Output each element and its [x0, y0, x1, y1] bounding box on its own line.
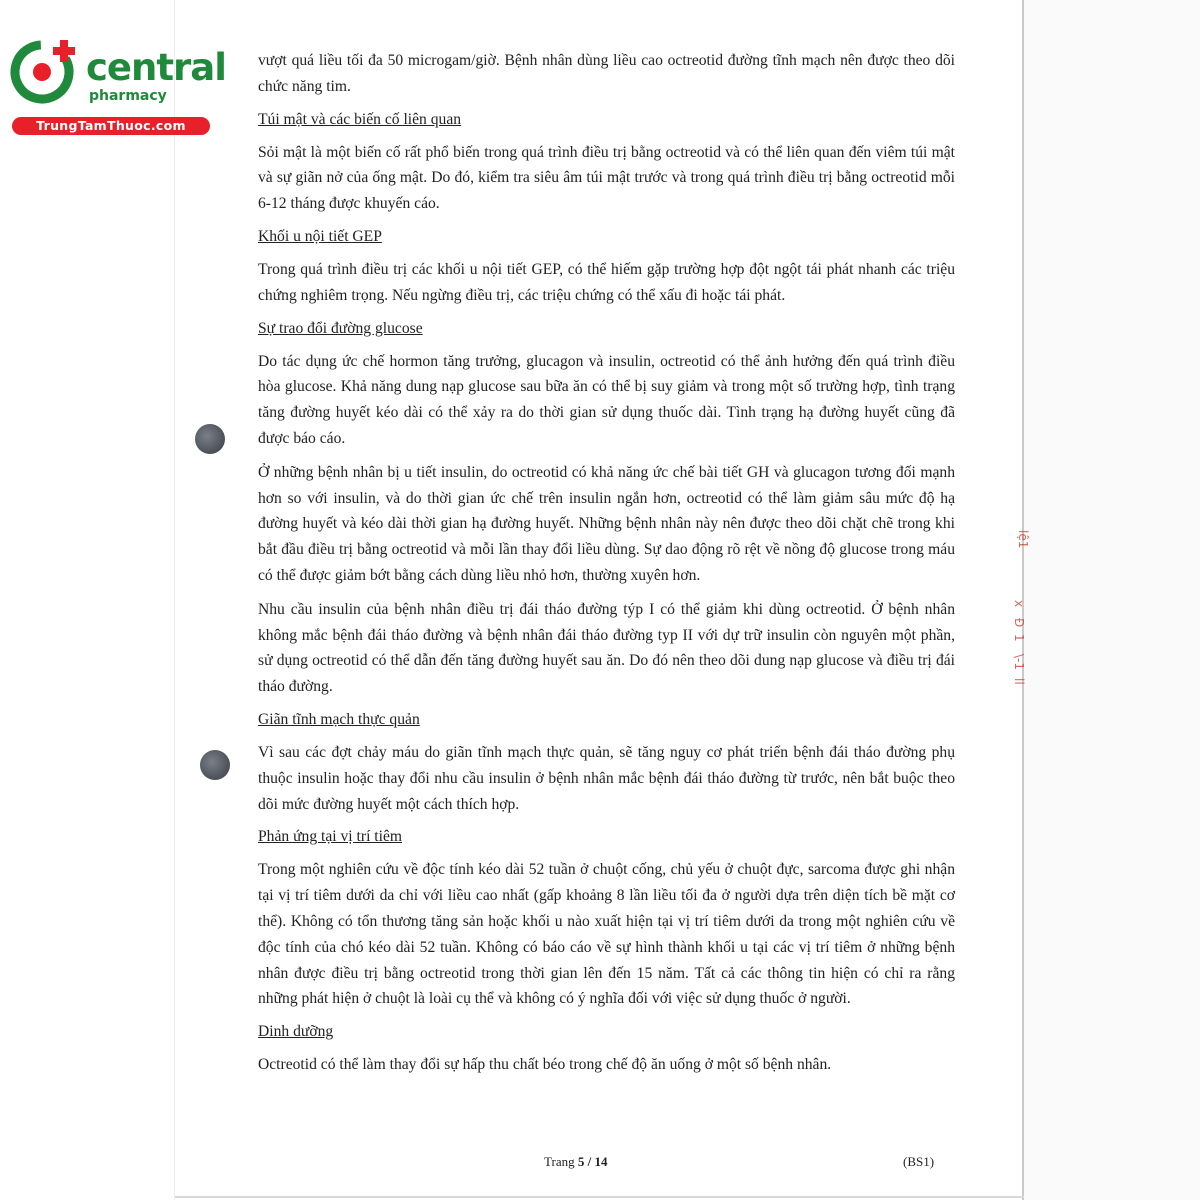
heading-gallbladder: Túi mật và các biến cố liên quan	[258, 110, 462, 128]
logo-website-badge: TrungTamThuoc.com	[12, 117, 210, 135]
stamp-text: ll	[1012, 678, 1026, 685]
page-count: 5 / 14	[577, 1154, 608, 1169]
logo-brand: central	[86, 46, 226, 89]
page-bottom-edge	[175, 1196, 1024, 1198]
stamp-mark	[1006, 530, 1042, 690]
paragraph-nutrition: Octreotid có thể làm thay đổi sự hấp thu chất béo trong chế độ ăn uống ở một số bệnh nhân.	[258, 1056, 832, 1074]
paragraph-gallbladder: Sỏi mật là một biến cố rất phổ biến trong quá trình điều trị bằng octreotid và có thể liên quan đến viêm túi mật và sự giãn nở của ống mật. Do đó, kiểm tra siêu âm túi mật trước và trong quá trình điều trị bằng octreotid mỗi 6-12 tháng được khuyến cáo.	[258, 143, 955, 213]
stamp-text: x	[1012, 600, 1026, 608]
paragraph-injection-site: Trong một nghiên cứu về độc tính kéo dài 52 tuần ở chuột cống, chủ yếu ở chuột đực, sarcoma được ghi nhận tại vị trí tiêm dưới da chỉ với liều cao nhất (gấp khoảng 8 lần liều tối đa ở người dựa trên diện tích bề mặt cơ thể). Không có tổn thương tăng sản hoặc khối u nào xuất hiện tại vị trí tiêm dưới da trong một nghiên cứu về độc tính của chó kéo dài 52 tuần. Không có báo cáo về sự hình thành khối u tại các vị trí tiêm ở những bệnh nhân được điều trị bằng octreotid trong thời gian lên đến 15 năm. Tất cả các thông tin hiện có chỉ ra rằng những phát hiện ở chuột là loài cụ thể và không có ý nghĩa đối với việc sử dụng thuốc ở người.	[258, 861, 955, 1008]
page-number	[544, 1154, 607, 1170]
paragraph-intro: vượt quá liều tối đa 50 microgam/giờ. Bệnh nhân dùng liều cao octreotid đường tĩnh mạch nên được theo dõi chức năng tim.	[258, 52, 955, 95]
paragraph-glucose-3: Nhu cầu insulin của bệnh nhân điều trị đái tháo đường týp I có thể giảm khi dùng octreotid. Ở bệnh nhân không mắc bệnh đái tháo đường và bệnh nhân đái tháo đường typ II với dự trữ insulin còn nguyên một phần, sử dụng octreotid có thể dẫn đến tăng đường huyết sau ăn. Do đó nên theo dõi dung nạp glucose và điều trị đái tháo đường.	[258, 600, 955, 696]
punch-hole-icon	[195, 424, 225, 454]
paragraph-gep-tumors: Trong quá trình điều trị các khối u nội tiết GEP, có thể hiếm gặp trường hợp đột ngột tái phát nhanh các triệu chứng nghiêm trọng. Nếu ngừng điều trị, các triệu chứng có thể xấu đi hoặc tái phát.	[258, 260, 955, 304]
paragraph-glucose-1: Do tác dụng ức chế hormon tăng trưởng, glucagon và insulin, octreotid có thể ảnh hưởng đến quá trình điều hòa glucose. Khả năng dung nạp glucose sau bữa ăn có thể bị suy giảm và trong một số trường hợp, tình trạng tăng đường huyết kéo dài có thể xảy ra do thời gian sử dụng thuốc dài. Tình trạng hạ đường huyết cũng đã được báo cáo.	[258, 352, 955, 447]
page-label: Trang	[544, 1154, 578, 1169]
paragraph-glucose-2: Ở những bệnh nhân bị u tiết insulin, do octreotid có khả năng ức chế bài tiết GH và glucagon tương đối mạnh hơn so với insulin, và do thời gian ức chế trên insulin ngắn hơn, octreotid có thể làm giảm sâu mức độ hạ đường huyết và kéo dài thời gian hạ đường huyết. Những bệnh nhân này nên được theo dõi chặt chẽ trong khi bắt đầu điều trị bằng octreotid và mỗi lần thay đổi liều dùng. Sự dao động rõ rệt về nồng độ glucose trong máu có thể được giảm bớt bằng cách dùng liều nhỏ hơn, thường xuyên hơn.	[258, 463, 955, 584]
heading-gep-tumors: Khối u nội tiết GEP	[258, 227, 382, 245]
paragraph-varices: Vì sau các đợt chảy máu do giãn tĩnh mạch thực quản, sẽ tăng nguy cơ phát triển bệnh đái tháo đường phụ thuộc insulin hoặc thay đổi nhu cầu insulin ở bệnh nhân mắc bệnh đái tháo đường từ trước, nên bắt buộc theo dõi mức đường huyết một cách thích hợp.	[258, 743, 955, 813]
heading-nutrition: Dinh dưỡng	[258, 1023, 334, 1041]
stamp-text: Đ	[1012, 618, 1026, 628]
heading-varices: Giãn tĩnh mạch thực quản	[258, 710, 420, 728]
document-code: (BS1)	[903, 1154, 935, 1169]
heading-injection-site: Phản ứng tại vị trí tiêm	[258, 828, 403, 846]
logo-subtitle: pharmacy	[89, 88, 167, 104]
margin-area	[1024, 0, 1200, 1200]
stamp-text: \-1	[1012, 654, 1026, 671]
page-left-edge	[174, 0, 175, 1200]
stamp-text: 1	[1012, 634, 1026, 642]
document-body	[258, 48, 955, 1086]
heading-glucose: Sự trao đổi đường glucose	[258, 319, 423, 337]
stamp-text: lệ1	[1016, 530, 1030, 549]
punch-hole-icon	[200, 750, 230, 780]
